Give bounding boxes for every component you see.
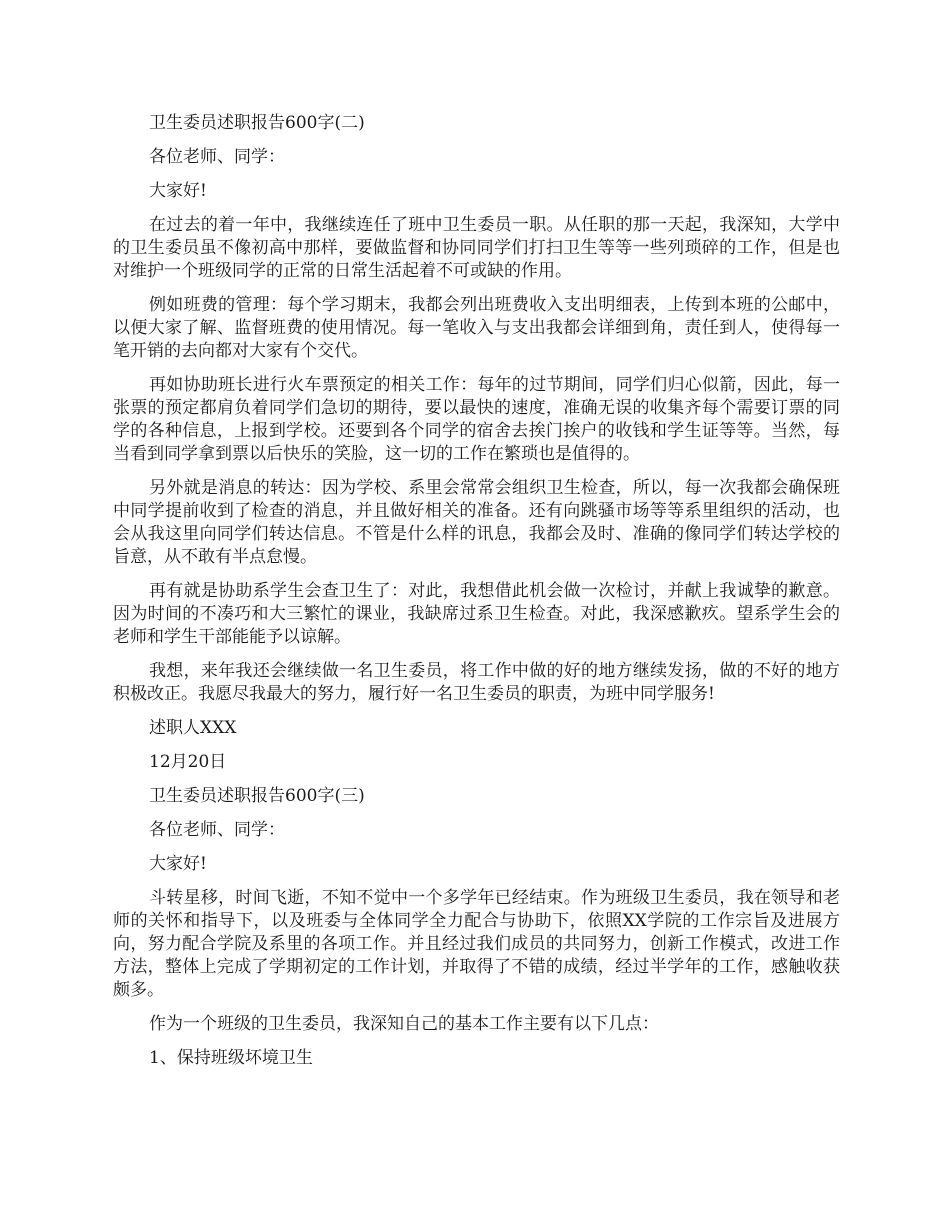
list-item: 1、保持班级坏境卫生 — [149, 1048, 313, 1068]
greeting: 大家好! — [149, 854, 207, 874]
paragraph: 作为一个班级的卫生委员，我深知自己的基本工作主要有以下几点： — [149, 1014, 659, 1034]
paragraph: 斗转星移，时间飞逝，不知不觉中一个多学年已经结束。作为班级卫生委员，我在领导和老师的关怀和指导下，以及班委与全体同学全力配合与协助下，依照XX学院的工作宗旨及进展方向，努力配合学院及系里的各项工作。并且经过我们成员的共同努力，创新工作模式，改进工作方法，整体上完成了学期初定的工作计划，并取得了不错的成绩，经过半学年的工作，感触收获颇多。 — [113, 888, 840, 1000]
paragraph: 再如协助班长进行火车票预定的相关工作：每年的过节期间，同学们归心似箭，因此，每一张票的预定都肩负着同学们急切的期待，要以最快的速度，准确无误的收集齐每个需要订票的同学的各种信息，上报到学校。还要到各个同学的宿舍去挨门挨户的收钱和学生证等等。当然，每当看到同学拿到票以后快乐的笑脸，这一切的工作在繁琐也是值得的。 — [113, 375, 840, 464]
paragraph: 再有就是协助系学生会查卫生了：对此，我想借此机会做一次检讨，并献上我诚挚的歉意。因为时间的不凑巧和大三繁忙的课业，我缺席过系卫生检查。对此，我深感歉疚。望系学生会的老师和学生干部能能予以谅解。 — [113, 581, 840, 647]
section-title: 卫生委员述职报告600字(二) — [149, 113, 365, 133]
salutation: 各位老师、同学： — [149, 147, 285, 167]
salutation: 各位老师、同学： — [149, 820, 285, 840]
section-title: 卫生委员述职报告600字(三) — [149, 786, 365, 806]
document-page — [113, 112, 840, 1081]
greeting: 大家好! — [149, 181, 207, 201]
paragraph: 在过去的着一年中，我继续连任了班中卫生委员一职。从任职的那一天起，我深知，大学中的卫生委员虽不像初高中那样，要做监督和协同同学们打扫卫生等等一些列琐碎的工作，但是也对维护一个班级同学的正常的日常生活起着不可或缺的作用。 — [113, 215, 840, 281]
paragraph: 另外就是消息的转达：因为学校、系里会常常会组织卫生检查，所以，每一次我都会确保班中同学提前收到了检查的消息，并且做好相关的准备。还有向跳骚市场等等系里组织的活动，也会从我这里向同学们转达信息。不管是什么样的讯息，我都会及时、准确的像同学们转达学校的旨意，从不敢有半点怠慢。 — [113, 478, 840, 567]
signature: 述职人XXX — [149, 718, 237, 738]
paragraph: 例如班费的管理：每个学习期末，我都会列出班费收入支出明细表，上传到本班的公邮中，以便大家了解、监督班费的使用情况。每一笔收入与支出我都会详细到角，责任到人，使得每一笔开销的去向都对大家有个交代。 — [113, 295, 840, 361]
date: 12月20日 — [149, 752, 227, 772]
paragraph: 我想，来年我还会继续做一名卫生委员，将工作中做的好的地方继续发扬，做的不好的地方积极改正。我愿尽我最大的努力，履行好一名卫生委员的职责，为班中同学服务! — [113, 661, 840, 704]
